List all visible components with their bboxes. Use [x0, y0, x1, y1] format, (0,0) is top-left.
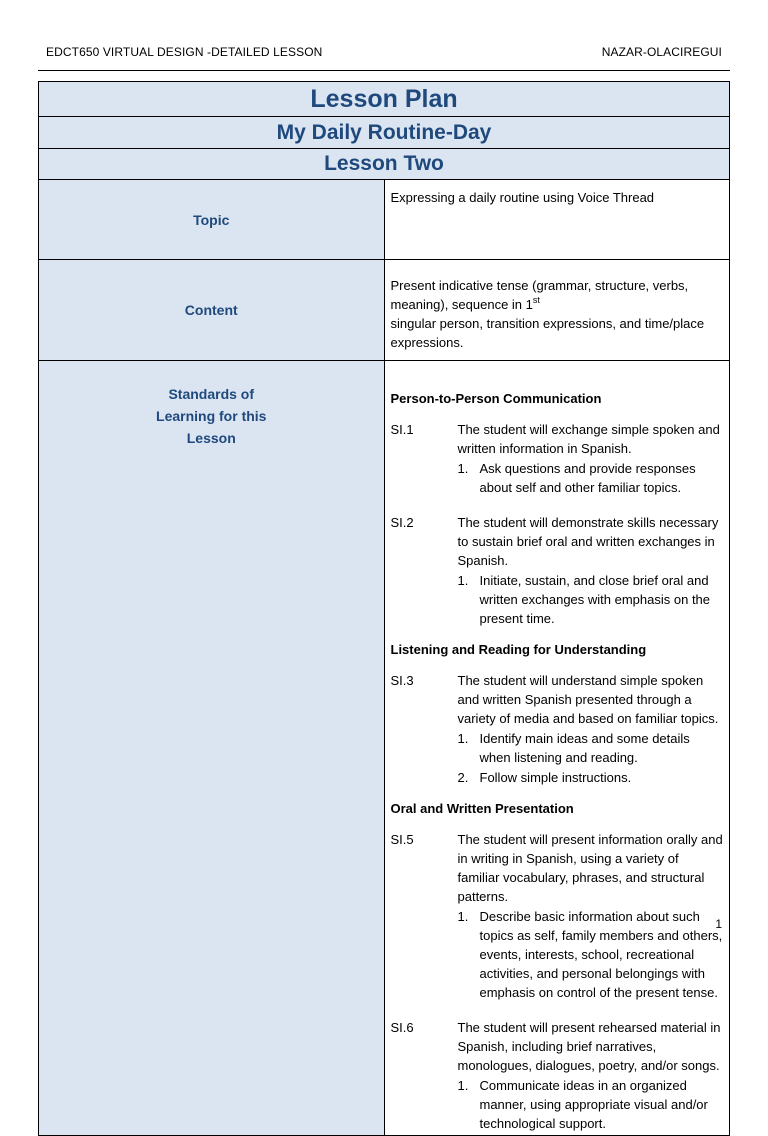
topic-text: Expressing a daily routine using Voice Thread [384, 180, 730, 260]
content-text-end: singular person, transition expressions, and time/place expressions. [390, 316, 705, 350]
standard-item [391, 1018, 724, 1133]
subitem-text: Communicate ideas in an organized manner, using appropriate visual and/or technological support. [479, 1078, 708, 1131]
subitem-number: 1. [457, 573, 469, 588]
standard-item [391, 513, 724, 628]
standard-code: SI.3 [390, 673, 414, 688]
lesson-number: Lesson Two [39, 149, 730, 180]
section-heading: Person-to-Person Communication [390, 391, 602, 406]
standard-subitem [458, 459, 724, 497]
standard-text: The student will exchange simple spoken and written information in Spanish. [457, 422, 720, 456]
subitem-text: Ask questions and provide responses about self and other familiar topics. [479, 461, 696, 495]
subitem-text: Follow simple instructions. [479, 770, 632, 785]
standard-text: The student will present rehearsed material in Spanish, including brief narratives, monologues, dialogues, poetry, and/or songs. [457, 1020, 721, 1073]
standard-subitem [458, 768, 724, 787]
standard-code: SI.1 [390, 422, 414, 437]
standard-item [391, 420, 724, 497]
standard-item [391, 830, 724, 1002]
subitem-text: Describe basic information about such topics as self, family members and others, events, interests, school, recreational activities, and personal belongings with emphasis on control of the present tense. [479, 909, 723, 1000]
standard-text: The student will demonstrate skills necessary to sustain brief oral and written exchanges in Spanish. [457, 515, 719, 568]
standard-text: The student will understand simple spoken and written Spanish presented through a variety of media and based on familiar topics. [457, 673, 719, 726]
standards-label-line: Learning for this [156, 408, 267, 424]
content-text [384, 260, 730, 361]
document-header-title: EDCT650 VIRTUAL DESIGN -DETAILED LESSON [46, 45, 323, 59]
subitem-text: Initiate, sustain, and close brief oral and written exchanges with emphasis on the present time. [479, 573, 711, 626]
content-label: Content [39, 260, 385, 361]
subitem-number: 1. [457, 461, 469, 476]
subitem-number: 1. [457, 731, 469, 746]
standards-label [39, 361, 385, 1136]
document-header-author: NAZAR-OLACIREGUI [601, 45, 722, 59]
lesson-subtitle: My Daily Routine-Day [39, 117, 730, 149]
standard-text: The student will present information orally and in writing in Spanish, using a variety of familiar vocabulary, phrases, and structural patterns. [457, 832, 723, 904]
header-rule [38, 70, 730, 71]
content-text-start: Present indicative tense (grammar, structure, verbs, meaning), sequence in 1 [390, 278, 689, 312]
standard-subitem [458, 571, 724, 628]
standards-content [384, 361, 730, 1136]
standard-code: SI.2 [390, 515, 414, 530]
standard-subitem [458, 907, 724, 1002]
standard-item [391, 671, 724, 787]
standard-code: SI.6 [390, 1020, 414, 1035]
subitem-number: 2. [457, 770, 469, 785]
subitem-number: 1. [457, 1078, 469, 1093]
lesson-plan-table [38, 81, 730, 1136]
standard-subitem [458, 729, 724, 767]
subitem-number: 1. [457, 909, 469, 924]
section-heading: Listening and Reading for Understanding [390, 642, 647, 657]
content-superscript: st [532, 295, 540, 305]
subitem-text: Identify main ideas and some details when listening and reading. [479, 731, 690, 765]
standards-label-line: Lesson [186, 430, 236, 446]
section-heading: Oral and Written Presentation [390, 801, 574, 816]
standard-subitem [458, 1076, 724, 1133]
standards-label-line: Standards of [168, 386, 255, 402]
page-number: 1 [715, 917, 722, 931]
lesson-plan-title: Lesson Plan [39, 82, 730, 117]
topic-label: Topic [39, 180, 385, 260]
standard-code: SI.5 [390, 832, 414, 847]
